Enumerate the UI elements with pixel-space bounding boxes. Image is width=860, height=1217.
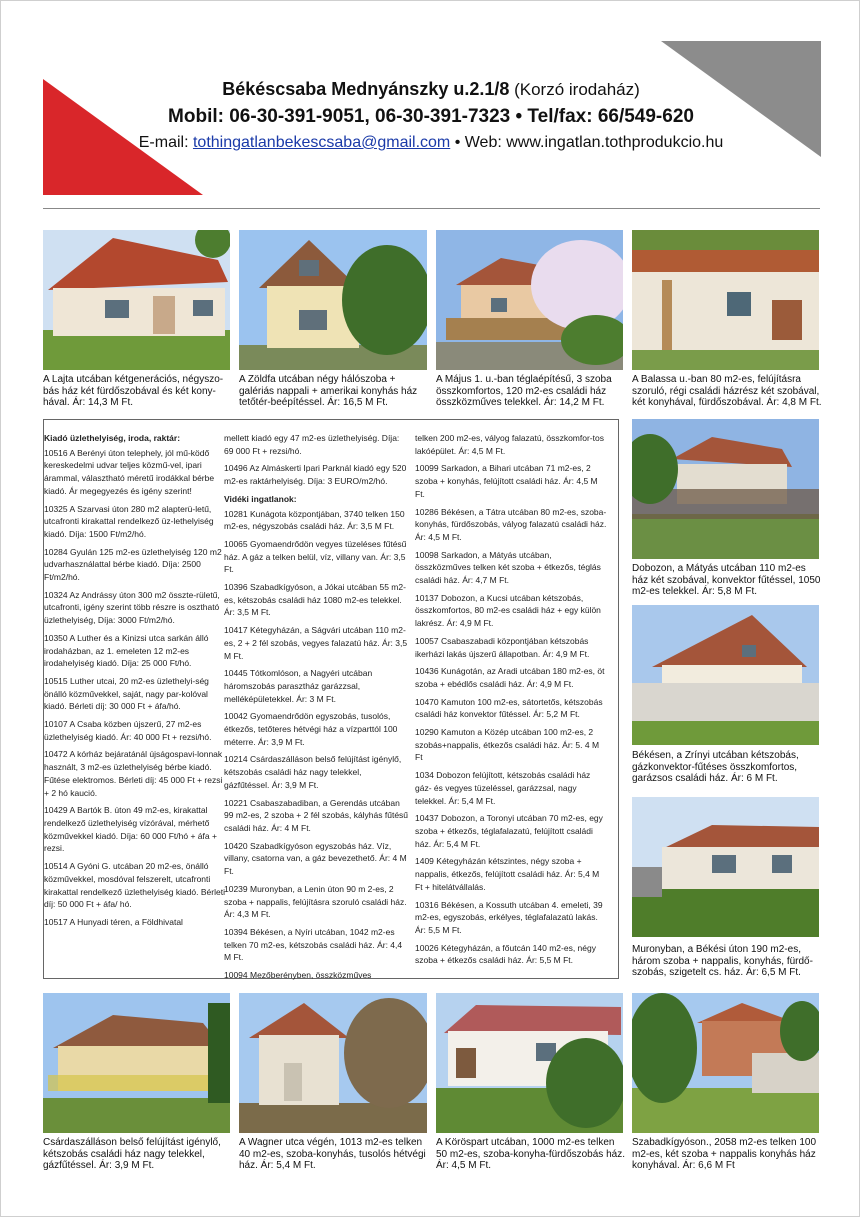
listing-item: 10026 Kétegyházán, a főutcán 140 m2-es, négy szoba + étkezős családi ház. Ár: 5,5 M Ft. — [415, 942, 596, 966]
house-photo-csardaszallas — [43, 993, 230, 1133]
listing-item: 10239 Muronyban, a Lenin úton 90 m 2-es, 2 szoba + nappalis, felújításra szoruló családi ház. Ár: 4,3 M Ft. — [224, 883, 407, 920]
listing-item: 10065 Gyomaendrődön vegyes tüzeléses fűtésű ház. A gáz a telken belül, víz, villany van. Ár: 3,5 Ft. — [224, 538, 407, 575]
listing-item: 10286 Békésen, a Tátra utcában 80 m2-es, szoba-konyhás, fürdőszobás, vályog falazatú családi ház. Ár: 4,5 M Ft. — [415, 506, 607, 542]
listing-item: 10472 A kórház bejáratánál újságospavi-lonnak használt, 3 m2-es üzlethelyiség bérbe kiadó. Fűtése elektromos. Bérleti díj: 45 000 Ft + rezsi + 2 hó kaució. — [44, 749, 223, 798]
email-web-line — [131, 134, 731, 152]
listing-item: 10107 A Csaba közben újszerű, 27 m2-es üzlethelyiség kiadó. Ár: 40 000 Ft + rezsi/hó. — [44, 719, 212, 742]
listing-item: 10515 Luther utcai, 20 m2-es üzlethelyi-ség önálló közművekkel, saját, nagy par-kolóval kiadó. Bérleti díj: 30 000 Ft + áfa/hó. — [44, 675, 209, 712]
section-heading-rentals: Kiadó üzlethelyiség, iroda, raktár: — [44, 433, 181, 443]
header-divider — [43, 208, 820, 209]
caption-zoldfa: A Zöldfa utcában négy hálószoba + galériás nappali + amerikai konyhás ház tetőtér-beépítéssel. Ár: 16,5 M Ft. — [239, 374, 418, 408]
listing-item: 10396 Szabadkígyóson, a Jókai utcában 55 m2-es, kétszobás családi ház 1080 m2-es telekkel. Ár: 3,5 M Ft. — [224, 582, 406, 618]
listing-item: 10284 Gyulán 125 m2-es üzlethelyiség 120 m2 udvarhasználattal bérbe kiadó. Díja: 2500 Ft/m2/hó. — [44, 546, 222, 583]
listing-item: 10417 Kétegyházán, a Ságvári utcában 110 m2-es, 2 + 2 fél szobás, vegyes falazatú ház. Ár: 3,5 M Ft. — [224, 625, 408, 661]
caption-balassa: A Balassa u.-ban 80 m2-es, felújításra szoruló, régi családi házrész két szobával, két konyhával, fürdőszobával. Ár: 4,8 M Ft. — [632, 374, 822, 408]
caption-szabadkigyos: Szabadkígyóson., 2058 m2-es telken 100 m2-es, két szoba + nappalis konyhás ház konyhával. Ár: 6,6 M Ft — [632, 1137, 817, 1171]
house-photo-doboz — [632, 419, 819, 559]
listing-item: 10057 Csabaszabadi központjában kétszobás ikerházi lakás újszerű állapotban. Ár: 4,9 M Ft. — [415, 635, 590, 659]
listing-item: 1409 Kétegyházán kétszintes, négy szoba + nappalis, étkezős, felújított családi ház. Ár: 5,4 M Ft + hitelátvállalás. — [415, 856, 600, 892]
phone-numbers: Mobil: 06-30-391-9051, 06-30-391-7323 • Tel/fax: 66/549-620 — [168, 106, 694, 127]
house-photo-balassa — [632, 230, 819, 370]
web-address: • Web: www.ingatlan.tothprodukcio.hu — [450, 134, 724, 151]
listing-item: 10094 Mezőberényben, összközműves — [224, 970, 372, 981]
caption-csardaszallas: Csárdaszálláson belső felújítást igénylő, kétszobás családi ház nagy telekkel, gázfűtéssel. Ár: 3,9 M Ft. — [43, 1137, 221, 1171]
section-heading-countryside: Vidéki ingatlanok: — [224, 493, 297, 504]
listing-item: 10350 A Luther és a Kinizsi utca sarkán álló irodaházban, az 1. emeleten 12 m2-es irodahelyiség kiadó. Díja: 25 000 Ft/hó. — [44, 632, 209, 669]
listing-item: 1034 Dobozon felújított, kétszobás családi ház gáz- és vegyes tüzeléssel, garázzsal, nagy telekkel. Ár: 5,4 M Ft. — [415, 770, 591, 806]
listing-item: 10042 Gyomaendrődön egyszobás, tusolós, étkezős, tetőteres hétvégi ház a vízparttól 100 méterre. Ár: 3,9 M Ft. — [224, 711, 398, 747]
caption-wagner: A Wagner utca végén, 1013 m2-es telken 40 m2-es, szoba-konyhás, tusolós hétvégi ház. Ár: 5,4 M Ft. — [239, 1137, 426, 1171]
listing-item: telken 200 m2-es, vályog falazatú, összkomfor-tos lakóépület. Ár: 4,5 M Ft. — [415, 433, 604, 456]
caption-doboz: Dobozon, a Mátyás utcában 110 m2-es ház két szobával, konvektor fűtéssel, 1050 m2-es telekkel. Ár: 5,8 M Ft. — [632, 563, 821, 597]
listing-item: mellett kiadó egy 47 m2-es üzlethelyiség. Díja: 69 000 Ft + rezsi/hó. — [224, 433, 400, 456]
listing-item: 10470 Kamuton 100 m2-es, sátortetős, kétszobás családi ház konvektor fűtéssel. Ár: 5,2 M Ft. — [415, 696, 603, 720]
listing-column-3 — [415, 432, 608, 972]
caption-majus: A Május 1. u.-ban téglaépítésű, 3 szoba összkomfortos, 120 m2-es családi ház összközműves telekkel. Ár: 14,2 M Ft. — [436, 374, 612, 408]
listing-item: 10281 Kunágota központjában, 3740 telken 150 m2-es, négyszobás családi ház. Ár: 3,5 M Ft. — [224, 508, 405, 532]
contact-header — [131, 79, 731, 152]
address-text: Békéscsaba Mednyánszky u.2.1/8 — [222, 79, 510, 99]
listing-item: 10099 Sarkadon, a Bihari utcában 71 m2-es, 2 szoba + konyhás, felújított családi ház. Ár: 4,5 M Ft. — [415, 463, 598, 499]
house-photo-bekes — [632, 605, 819, 745]
caption-bekes: Békésen, a Zrínyi utcában kétszobás, gázkonvektor-fűtéses összkomfortos, garázsos családi ház. Ár: 6 M Ft. — [632, 750, 799, 784]
listing-item: 10098 Sarkadon, a Mátyás utcában, összközműves telken két szoba + étkezős, téglás családi ház. Ár: 4,7 M Ft. — [415, 549, 601, 586]
address-note: (Korzó irodaház) — [509, 80, 640, 99]
listing-item: 10325 A Szarvasi úton 280 m2 alapterü-letű, utcafronti kirakattal rendelkező üz-lethelyiség kiadó. Díja: 1500 Ft/m2/hó. — [44, 503, 214, 539]
office-address — [131, 79, 731, 100]
email-label: E-mail: — [138, 134, 193, 151]
listing-item: 10214 Csárdaszálláson belső felújítást igénylő, kétszobás családi ház nagy telekkel, gázfűtéssel. Ár: 3,9 M Ft. — [224, 754, 402, 790]
listing-item: 10324 Az Andrássy úton 300 m2 összte-rületű, utcafronti, igény szerint több részre is osztható üzlethelyiség, Díja: 3000 Ft/m2/hó. — [44, 589, 220, 626]
listings-box — [43, 419, 619, 979]
listing-item: 10496 Az Almáskerti Ipari Parknál kiadó egy 520 m2-es raktárhelyiség. Díja: 3 EURO/m2/hó. — [224, 463, 407, 487]
house-photo-wagner — [239, 993, 427, 1133]
listing-item: 10221 Csabaszabadiban, a Gerendás utcában 99 m2-es, 2 szoba + 2 fél szobás, kályhás fűtésű családi ház. Ár: 4 M Ft. — [224, 797, 409, 833]
listing-item: 10516 A Berényi úton telephely, jól mű-ködő kereskedelmi udvar teljes közmű-vel, ipari árammal, választható méretű irodákkal bérbe kiadó. Ár megegyezés és igény szerint! — [44, 447, 215, 496]
caption-lajta: A Lajta utcában kétgenerációs, négyszo-bás ház két fürdőszobával és két kony-hával. Ár: 14,3 M Ft. — [43, 374, 224, 408]
house-photo-zoldfa — [239, 230, 427, 370]
house-photo-murony — [632, 797, 819, 937]
listing-column-2 — [224, 432, 409, 987]
email-link[interactable]: tothingatlanbekescsaba@gmail.com — [192, 134, 451, 151]
listing-item: 10437 Dobozon, a Toronyi utcában 70 m2-es, egy szoba + étkezős, téglafalazatú, felújított családi ház. Ár: 5,4 M Ft. — [415, 813, 603, 849]
listing-item: 10420 Szabadkígyóson egyszobás ház. Víz, villany, csatorna van, a gáz bevezethető. Ár: 4 M Ft. — [224, 840, 407, 877]
listing-item: 10316 Békésen, a Kossuth utcában 4. emeleti, 39 m2-es, egyszobás, erkélyes, téglafalazatú lakás. Ár: 5,5 M Ft. — [415, 899, 603, 935]
house-photo-majus — [436, 230, 623, 370]
listing-column-1 — [44, 432, 226, 934]
caption-murony: Muronyban, a Békési úton 190 m2-es, három szoba + nappalis, konyhás, fürdő-szobás, szigetelt cs. ház. Ár: 6,5 M Ft. — [632, 944, 813, 978]
listing-item: 10394 Békésen, a Nyíri utcában, 1042 m2-es telken 70 m2-es, kétszobás családi ház. Ár: 4,4 M Ft. — [224, 926, 403, 963]
listing-item: 10436 Kunágotán, az Aradi utcában 180 m2-es, öt szoba + ebédlős családi ház. Ár: 4,9 M Ft. — [415, 666, 605, 689]
listing-item: 10429 A Bartók B. úton 49 m2-es, kirakattal rendelkező üzlethelyiség vízórával, mérhető közművekkel kiadó. Díja: 60 000 Ft/hó + áfa + rezsi. — [44, 805, 217, 854]
house-photo-lajta — [43, 230, 230, 370]
listing-item: 10445 Tótkomlóson, a Nagyéri utcában háromszobás parasztház garázzsal, melléképületekkel. Ár: 3 M Ft. — [224, 668, 373, 704]
house-photo-szabadkigyos — [632, 993, 819, 1133]
listing-item: 10137 Dobozon, a Kucsi utcában kétszobás, összkomfortos, 80 m2-es családi ház + egy külön lakrész. Ár: 4,9 M Ft. — [415, 592, 601, 629]
house-photo-korospart — [436, 993, 623, 1133]
listing-item: 10290 Kamuton a Közép utcában 100 m2-es, 2 szobás+nappalis, étkezős családi ház. Ár: 5. 4 M Ft — [415, 727, 600, 763]
caption-korospart: A Köröspart utcában, 1000 m2-es telken 50 m2-es, szoba-konyha-fürdőszobás ház. Ár: 4,5 M Ft. — [436, 1137, 625, 1171]
listing-item: 10514 A Gyóni G. utcában 20 m2-es, önálló közművekkel, mosdóval felszerelt, utcafronti kirakattal rendelkező üzlethelyiség kiadó. Bérleti díj: 50 000 Ft + áfa/ hó. — [44, 861, 225, 910]
listing-item: 10517 A Hunyadi téren, a Földhivatal — [44, 916, 183, 927]
